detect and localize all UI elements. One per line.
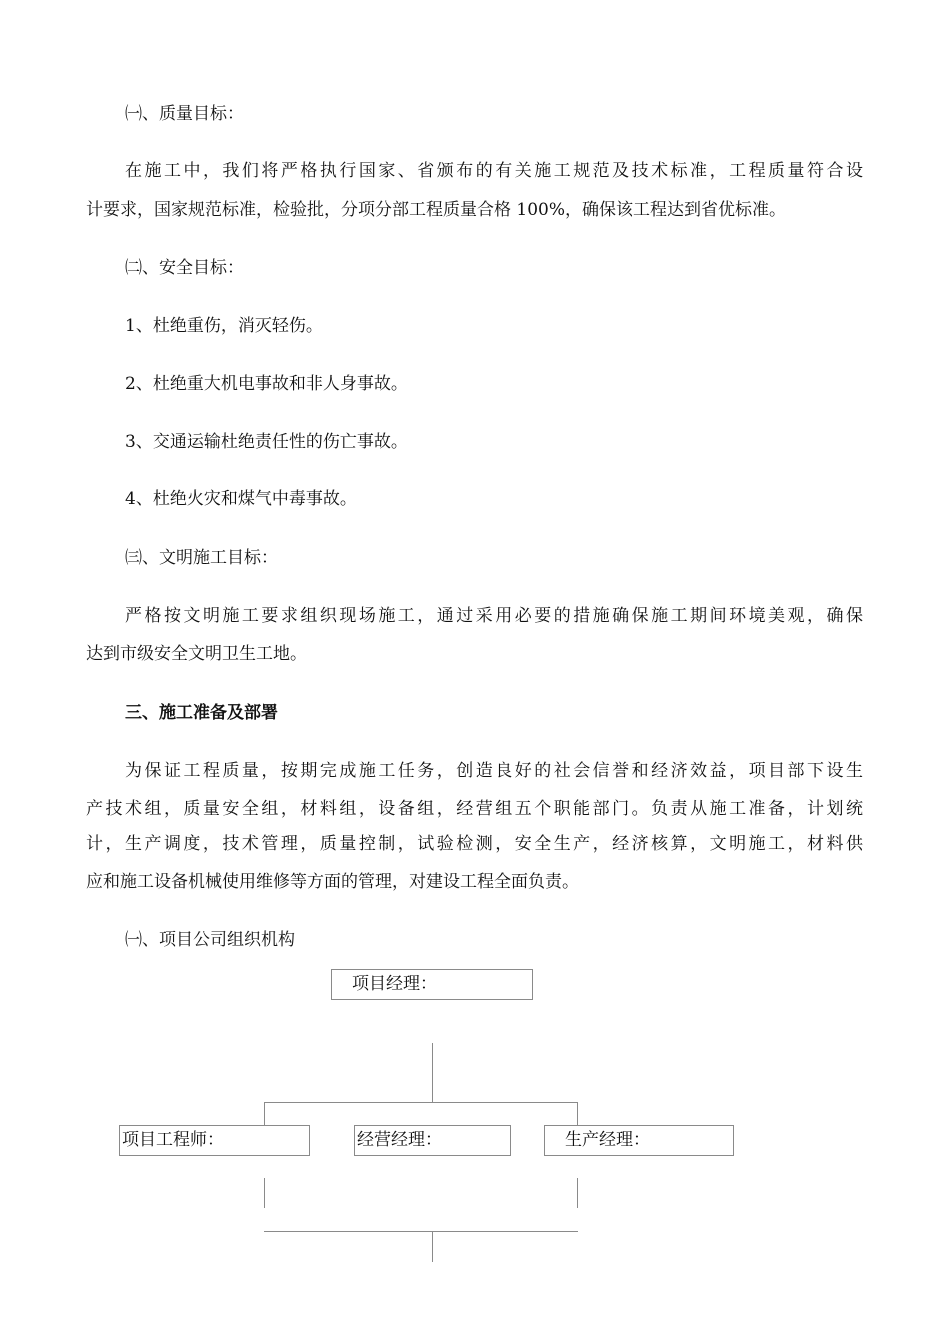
safety-goal-item: 3、交通运输杜绝责任性的伤亡事故。: [125, 432, 408, 452]
safety-goal-item: 2、杜绝重大机电事故和非人身事故。: [125, 374, 408, 394]
org-connector-horizontal: [264, 1102, 578, 1103]
org-connector-vertical: [577, 1102, 578, 1126]
section-paragraph-line: 计，生产调度，技术管理，质量控制，试验检测，安全生产，经济核算，文明施工，材料供: [86, 834, 863, 854]
safety-goal-item: 4、杜绝火灾和煤气中毒事故。: [125, 489, 357, 509]
civilized-goal-paragraph-line: 达到市级安全文明卫生工地。: [86, 644, 307, 664]
org-structure-heading: ㈠、项目公司组织机构: [125, 930, 295, 950]
org-connector-vertical: [432, 1231, 433, 1262]
org-box-project-engineer: 项目工程师：: [119, 1125, 310, 1156]
org-connector-vertical: [432, 1043, 433, 1102]
quality-goal-heading: ㈠、质量目标：: [125, 104, 244, 124]
civilized-goal-paragraph-line: 严格按文明施工要求组织现场施工，通过采用必要的措施确保施工期间环境美观，确保: [125, 606, 863, 626]
section-paragraph-line: 产技术组，质量安全组，材料组，设备组，经营组五个职能部门。负责从施工准备，计划统: [86, 799, 863, 819]
section-paragraph-line: 应和施工设备机械使用维修等方面的管理，对建设工程全面负责。: [86, 872, 579, 892]
org-connector-vertical: [264, 1102, 265, 1126]
civilized-goal-heading: ㈢、文明施工目标：: [125, 548, 278, 568]
org-box-business-manager: 经营经理：: [354, 1125, 511, 1156]
safety-goal-item: 1、杜绝重伤，消灭轻伤。: [125, 316, 323, 336]
quality-goal-paragraph-line: 在施工中，我们将严格执行国家、省颁布的有关施工规范及技术标准，工程质量符合设: [125, 161, 863, 181]
section-title: 三、施工准备及部署: [125, 703, 278, 723]
quality-goal-paragraph-line: 计要求，国家规范标准，检验批，分项分部工程质量合格 100%，确保该工程达到省优标准。: [86, 200, 787, 220]
safety-goal-heading: ㈡、安全目标：: [125, 258, 244, 278]
section-paragraph-line: 为保证工程质量，按期完成施工任务，创造良好的社会信誉和经济效益，项目部下设生: [125, 761, 863, 781]
org-box-project-manager: 项目经理：: [331, 969, 533, 1000]
org-box-production-manager: 生产经理：: [544, 1125, 734, 1156]
org-connector-horizontal: [264, 1231, 578, 1232]
org-connector-vertical: [264, 1178, 265, 1208]
org-connector-vertical: [577, 1178, 578, 1208]
